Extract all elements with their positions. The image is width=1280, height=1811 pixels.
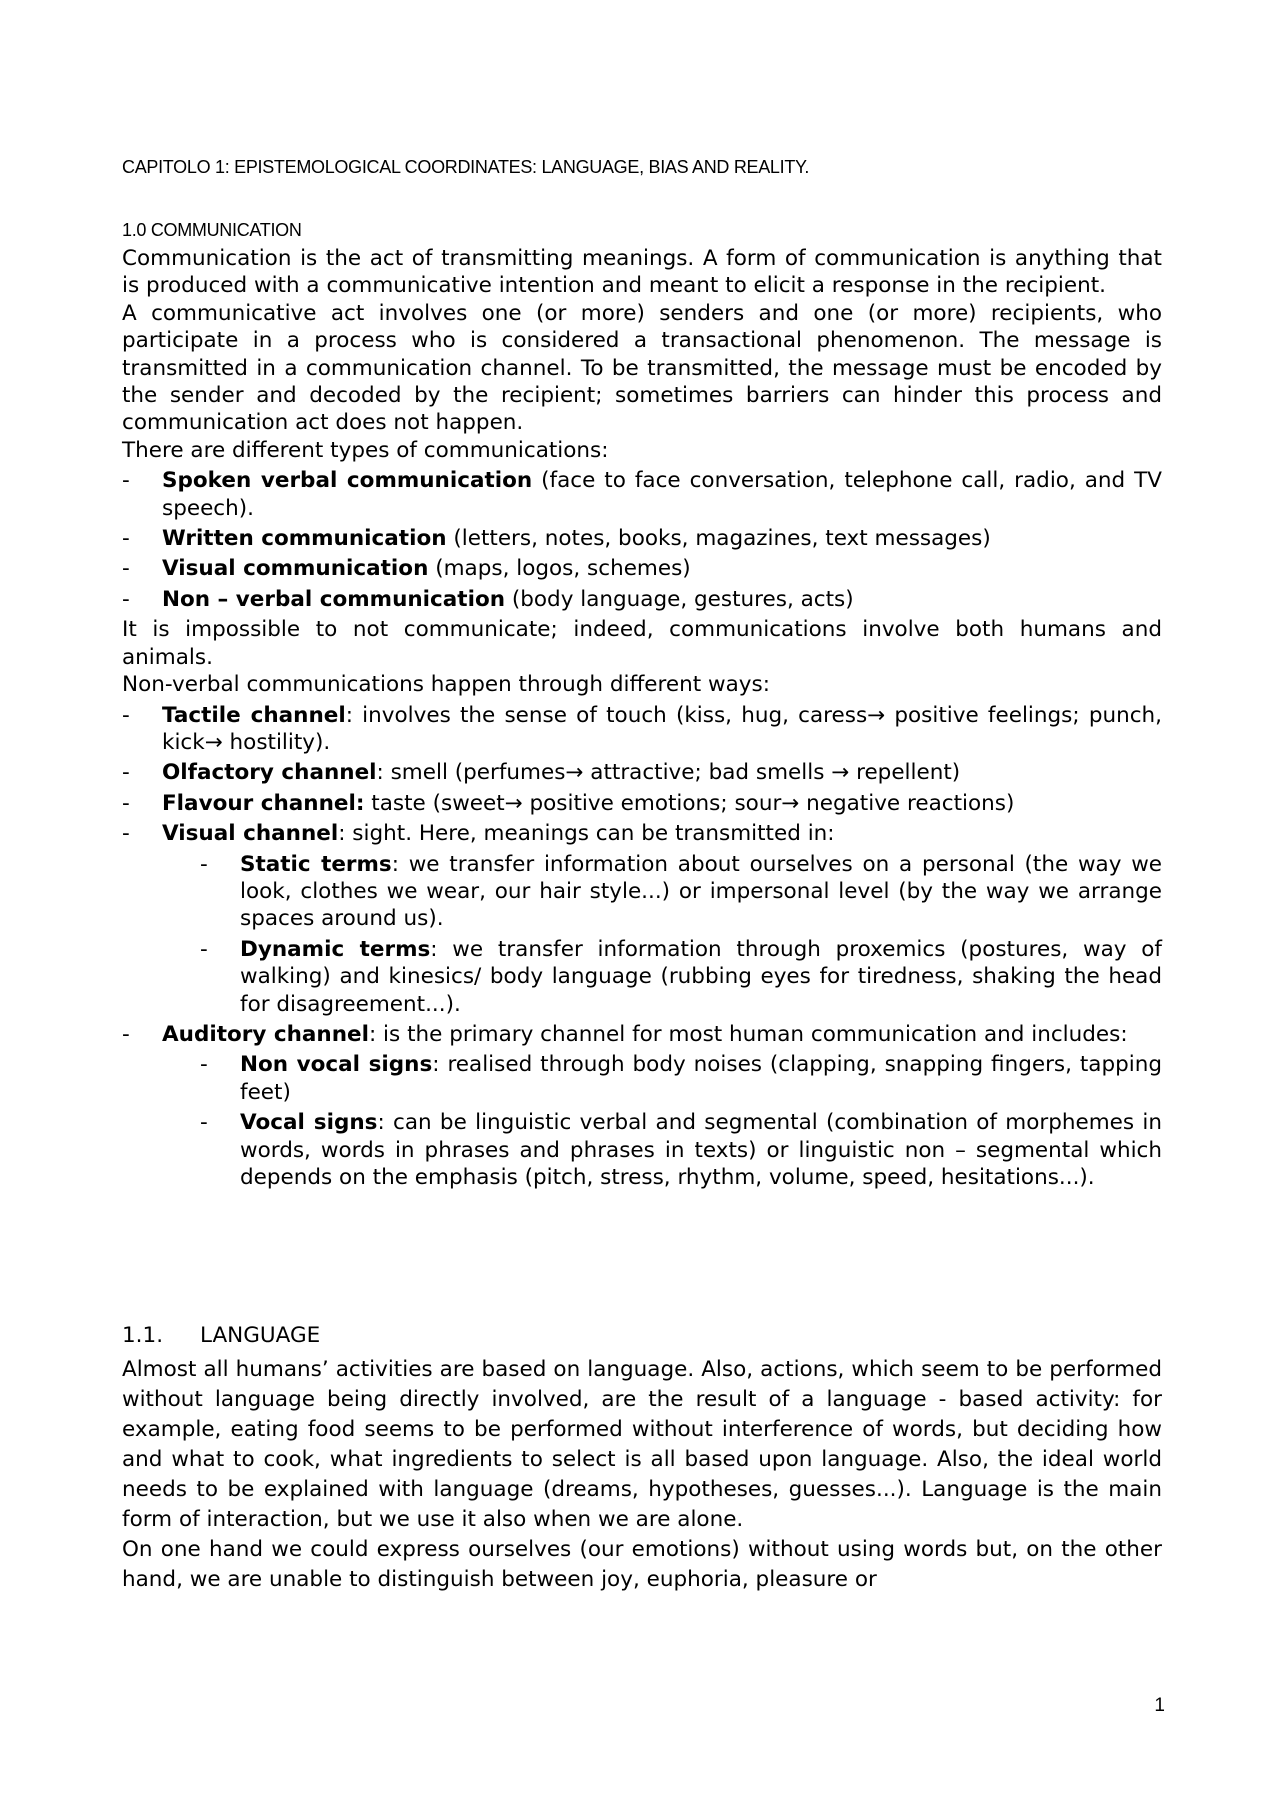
bullet-dash: -	[122, 760, 130, 786]
section-heading-communication: 1.0 COMMUNICATION	[122, 220, 302, 240]
list-term: Flavour channel:	[162, 790, 365, 816]
list-term: Tactile channel	[162, 702, 346, 728]
list-desc: (letters, notes, books, magazines, text messages)	[446, 526, 991, 552]
paragraph: Communication is the act of transmitting meanings. A form of communication is anything that is produced with a communicative intention and meant to elicit a response in the recipient.	[122, 246, 1162, 299]
list-item	[122, 586, 1162, 613]
list-item-flavour	[122, 790, 1162, 817]
list-desc: (maps, logos, schemes)	[428, 556, 691, 582]
bullet-dash: -	[122, 1021, 130, 1047]
list-term: Visual communication	[162, 556, 429, 582]
list-item-tactile	[122, 702, 1162, 757]
paragraph: Almost all humans’ activities are based on language. Also, actions, which seem to be performed without language being directly involved, are the result of a language - based activity: for example, eating food seems to be performed without interference of words, but deciding how and what to cook, what ingredients to select is all based upon language. Also, the ideal world needs to be explained with language (dreams, hypotheses, guesses...). Language is the main form of interaction, but we use it also when we are alone.	[122, 1357, 1162, 1532]
list-term: Written communication	[162, 526, 447, 552]
language-section-body	[122, 1355, 1162, 1595]
page-number: 1	[1154, 1695, 1165, 1716]
list-desc: : sight. Here, meanings can be transmitted in:	[338, 821, 835, 847]
sublist-item-vocal	[200, 1109, 1162, 1191]
bullet-dash: -	[200, 1110, 208, 1136]
list-desc: (body language, gestures, acts)	[505, 586, 854, 612]
bullet-dash: -	[122, 821, 130, 847]
list-item	[122, 525, 1162, 552]
paragraph: It is impossible to not communicate; indeed, communications involve both humans and animals.	[122, 617, 1162, 670]
paragraph: Non-verbal communications happen through different ways:	[122, 672, 770, 698]
chapter-title: CAPITOLO 1: EPISTEMOLOGICAL COORDINATES: LANGUAGE, BIAS AND REALITY.	[122, 157, 810, 177]
list-desc: taste (sweet→ positive emotions; sour→ negative reactions)	[364, 790, 1015, 816]
list-item	[122, 467, 1162, 522]
list-term: Olfactory channel	[162, 760, 377, 786]
paragraph: A communicative act involves one (or more) senders and one (or more) recipients, who participate in a process who is considered a transactional phenomenon. The message is transmitted in a communication channel. To be transmitted, the message must be encoded by the sender and decoded by the recipient; sometimes barriers can hinder this process and communication act does not happen.	[122, 300, 1162, 436]
paragraph: On one hand we could express ourselves (our emotions) without using words but, on the other hand, we are unable to distinguish between joy, euphoria, pleasure or	[122, 1537, 1162, 1592]
list-desc: (face to face conversation, telephone call, radio, and TV speech).	[162, 468, 1162, 521]
section-heading-language	[122, 1323, 320, 1348]
list-desc: : realised through body noises (clapping, snapping fingers, tapping feet)	[240, 1052, 1163, 1105]
sublist-item-dynamic	[200, 936, 1162, 1018]
list-item-olfactory	[122, 759, 1162, 786]
bullet-dash: -	[122, 556, 130, 582]
list-term: Auditory channel	[162, 1021, 369, 1047]
list-item	[122, 555, 1162, 582]
bullet-dash: -	[122, 468, 130, 494]
bullet-dash: -	[122, 790, 130, 816]
list-desc: : we transfer information about ourselves on a personal (the way we look, clothes we wear, our hair style...) or impersonal level (by the way we arrange spaces around us).	[240, 851, 1163, 932]
bullet-dash: -	[122, 586, 130, 612]
list-desc: : can be linguistic verbal and segmental (combination of morphemes in words, words in phrases and phrases in texts) or linguistic non – segmental which depends on the emphasis (pitch, stress, rhythm, volume, speed, hesitations...).	[240, 1110, 1162, 1190]
bullet-dash: -	[200, 936, 208, 962]
list-term: Non vocal signs	[240, 1052, 433, 1078]
communication-section-body	[122, 245, 1162, 1194]
list-term: Dynamic terms	[240, 936, 431, 962]
list-item-auditory	[122, 1021, 1162, 1048]
bullet-dash: -	[200, 1052, 208, 1078]
section-title: LANGUAGE	[200, 1323, 321, 1348]
list-desc: : involves the sense of touch (kiss, hug, caress→ positive feelings; punch, kick→ hostility).	[162, 702, 1162, 755]
list-term: Spoken verbal communication	[162, 468, 533, 494]
list-term: Static terms	[240, 851, 392, 877]
sublist-item-nonvocal	[200, 1051, 1162, 1106]
bullet-dash: -	[122, 702, 130, 728]
list-term: Visual channel	[162, 821, 339, 847]
bullet-dash: -	[200, 851, 208, 877]
list-desc: : smell (perfumes→ attractive; bad smells → repellent)	[376, 760, 961, 786]
list-term: Non – verbal communication	[162, 586, 506, 612]
section-number: 1.1.	[122, 1323, 164, 1348]
bullet-dash: -	[122, 526, 130, 552]
sublist-item-static	[200, 851, 1162, 933]
list-desc: : is the primary channel for most human communication and includes:	[368, 1021, 1128, 1047]
list-term: Vocal signs	[240, 1110, 378, 1136]
list-item-visual	[122, 820, 1162, 847]
list-desc: : we transfer information through proxemics (postures, way of walking) and kinesics/ body language (rubbing eyes for tiredness, shaking the head for disagreement...).	[240, 936, 1162, 1017]
paragraph: There are different types of communications:	[122, 437, 609, 463]
